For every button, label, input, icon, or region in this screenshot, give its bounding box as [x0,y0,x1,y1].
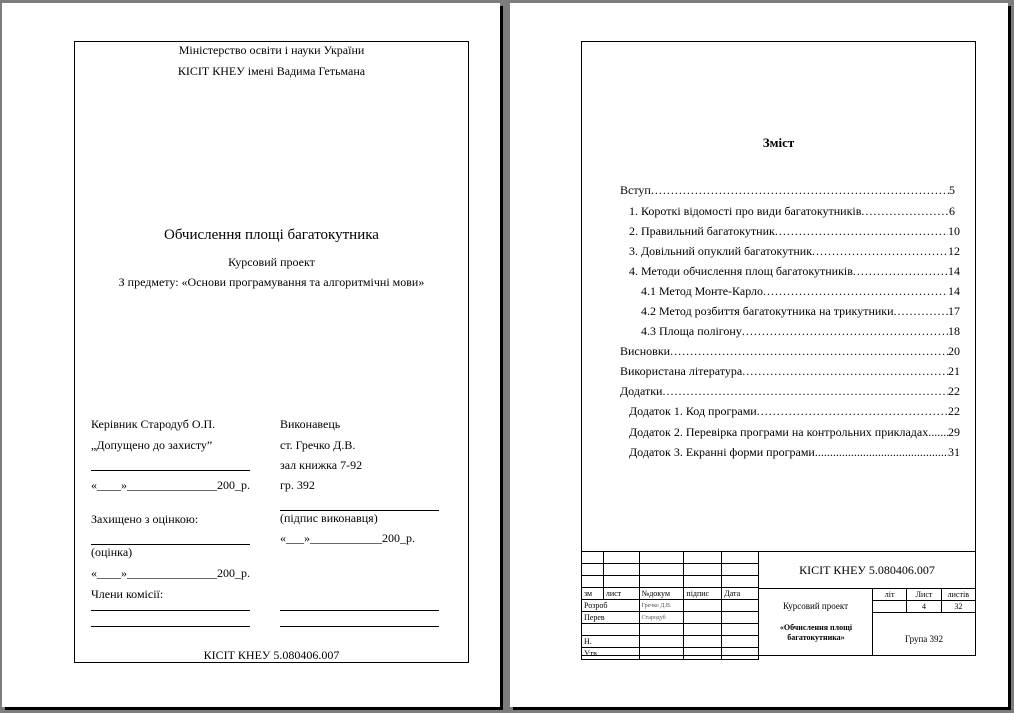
toc-dots [853,264,948,278]
col-doc: №докум [639,588,684,600]
toc-dots [763,284,948,298]
toc-item[interactable] [641,284,960,298]
grid-cell [639,624,684,636]
signature-label: (підпис виконавця) [280,511,378,525]
toc-page [510,3,1008,707]
grid-cell [603,564,639,576]
executor-label: Виконавець [280,417,341,431]
col-date: Дата [722,588,759,600]
toc-item[interactable] [629,224,960,238]
grid-cell [684,612,722,624]
record-book: зал книжка 7-92 [280,458,363,472]
toc-item-page: 10 [948,224,960,238]
toc-dots [742,324,948,338]
grid-cell [722,624,759,636]
toc-item[interactable] [629,425,960,439]
lit-header: літ [873,589,907,601]
sheet-header: Лист [907,589,941,601]
project-type: Курсовий проект [228,255,315,269]
executor-date-line: «___»____________200_р. [280,531,415,545]
lit-value [873,601,907,613]
checker-name: Стародуб [639,612,684,624]
document-title: Обчислення площі багатокутника [164,227,379,243]
commission-line-1 [91,610,250,611]
stamp-group: Група 392 [904,634,944,644]
grid-cell [684,636,722,648]
ministry-text: Міністерство освіти і науки України [178,43,365,57]
grid-cell [722,552,759,564]
grid-cell [684,624,722,636]
grid-cell [684,564,722,576]
sheet-table [872,588,976,613]
toc-item-label: 3. Довільний опуклий багатокутник [629,244,813,258]
grid-cell [639,564,684,576]
toc-dots [815,445,948,459]
toc-item-page: 18 [948,324,960,338]
grid-cell [582,564,604,576]
toc-item-page: 5 [949,183,955,197]
grid-cell [639,552,684,564]
toc-item-label: Висновки [620,344,671,358]
toc-item-label: 4. Методи обчислення площ багатокутників [629,264,853,278]
toc-item-page: 21 [948,364,960,378]
toc-dots [757,404,948,418]
row-n: Н. [582,636,640,648]
toc-item-label: 4.2 Метод розбиття багатокутника на трикутники [641,304,894,318]
toc-dots [861,204,949,218]
supervisor-text: Керівник Стародуб О.П. [91,417,216,431]
toc-dots [775,224,948,238]
toc-item-page: 14 [948,284,960,298]
stamp-doc-type: Курсовий проект [782,601,849,611]
admit-date-line: «____»_______________200_р. [91,478,250,492]
title-page-frame [74,41,469,663]
grid-cell [639,636,684,648]
toc-item-page: 29 [948,425,960,439]
stamp-code: КІСІТ КНЕУ 5.080406.007 [799,563,935,577]
grid-cell [684,552,722,564]
toc-item[interactable] [620,344,960,358]
commission-line-3 [280,610,439,611]
grid-cell [722,636,759,648]
toc-dots [651,183,949,197]
toc-item-page: 12 [948,244,960,258]
toc-dots [928,425,948,439]
toc-item-page: 22 [948,384,960,398]
grid-cell [582,552,604,564]
row-checker: Перев [582,612,640,624]
stamp-doc-title: «Обчислення площі багатокутника» [779,623,853,642]
grid-cell [603,576,639,588]
student-name: ст. Гречко Д.В. [280,438,356,452]
col-list: лист [603,588,639,600]
developer-name: Гречко Д.В. [639,600,684,612]
grid-cell [722,648,759,660]
toc-item[interactable] [629,264,960,278]
toc-item-page: 6 [949,204,955,218]
grid-cell [722,564,759,576]
defended-text: Захищено з оцінкою: [91,512,199,526]
toc-item[interactable] [641,304,960,318]
row-developer: Розроб [582,600,640,612]
sheet-value: 4 [907,601,941,613]
row-approved: Утв. [582,648,640,660]
sheets-value: 32 [941,601,975,613]
toc-heading: Зміст [762,135,795,150]
toc-item-label: Додатки [620,384,663,398]
admit-signature-line [91,470,250,471]
toc-item[interactable] [629,244,960,258]
grid-cell [684,648,722,660]
toc-item-label: 1. Короткі відомості про види багатокутників [629,204,862,218]
defend-date-line: «____»_______________200_р. [91,566,250,580]
grid-cell [684,600,722,612]
grid-cell [684,576,722,588]
commission-line-4 [280,626,439,627]
toc-item-label: Використана література [620,364,743,378]
sheets-header: листів [941,589,975,601]
subject-text: З предмету: «Основи програмування та алгоритмічні мови» [118,275,425,289]
title-block [582,551,975,658]
toc-item-label: 2. Правильний багатокутник [629,224,775,238]
toc-item-page: 20 [948,344,960,358]
toc-item-page: 14 [948,264,960,278]
toc-page-frame [581,41,976,656]
toc-item-label: Вступ [620,183,651,197]
col-zm: зм [582,588,604,600]
grid-cell [603,552,639,564]
toc-item-label: 4.1 Метод Монте-Карло [641,284,764,298]
toc-item-label: Додаток 1. Код програми [629,404,757,418]
commission-label: Члени комісії: [91,587,164,601]
toc-dots [812,244,948,258]
college-text: КІСІТ КНЕУ імені Вадима Гетьмана [177,64,366,78]
grid-cell [582,576,604,588]
toc-item-label: Додаток 2. Перевірка програми на контрольних прикладах [629,425,929,439]
group-text: гр. 392 [280,478,315,492]
toc-item[interactable] [620,183,955,197]
admitted-text: „Допущено до захисту” [91,438,213,452]
toc-item-label: Додаток 3. Екранні форми програми [629,445,815,459]
toc-item[interactable] [641,324,960,338]
grid-cell [722,600,759,612]
toc-dots [894,304,948,318]
toc-item-label: 4.3 Площа полігону [641,324,742,338]
toc-item-page: 31 [948,445,960,459]
document-code: КІСІТ КНЕУ 5.080406.007 [203,648,340,662]
toc-item[interactable] [620,384,960,398]
col-sign: підпис [684,588,722,600]
toc-dots [670,344,948,358]
toc-item[interactable] [620,364,960,378]
toc-dots [662,384,948,398]
toc-item-page: 22 [948,404,960,418]
grid-cell [722,612,759,624]
toc-item-page: 17 [948,304,960,318]
revision-grid [581,551,759,660]
grid-cell [639,648,684,660]
toc-item[interactable] [629,445,960,459]
grid-cell [722,576,759,588]
toc-dots [742,364,948,378]
grid-cell [582,624,640,636]
commission-line-2 [91,626,250,627]
grade-label: (оцінка) [91,545,133,559]
toc-item[interactable] [629,404,960,418]
grid-cell [639,576,684,588]
title-page [2,3,500,707]
toc-item[interactable] [629,204,955,218]
